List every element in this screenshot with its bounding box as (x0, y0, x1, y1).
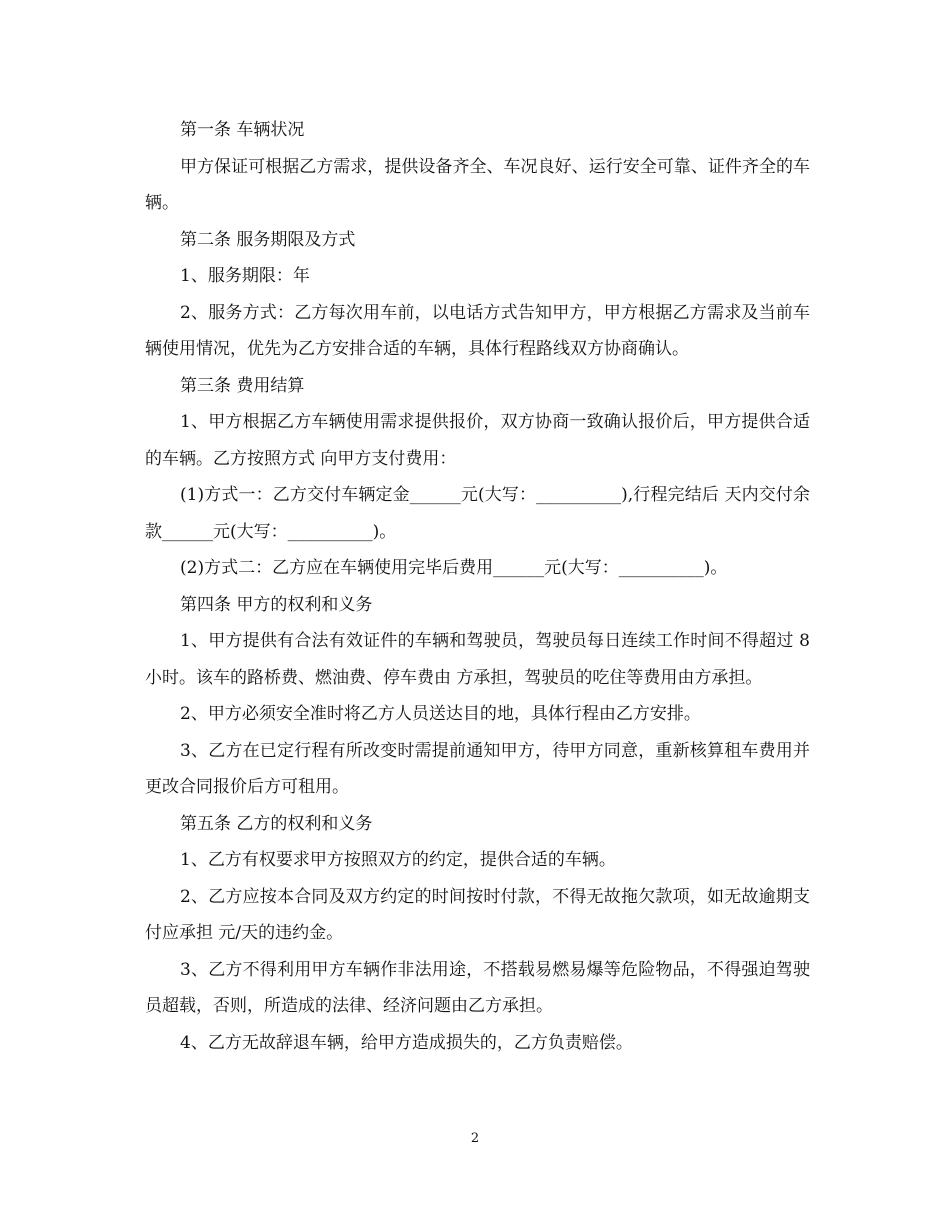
article-3-option-2: (2)方式二：乙方应在车辆使用完毕后费用______元(大写：__________)。 (180, 558, 728, 578)
article-2-item-2: 2、服务方式：乙方每次用车前，以电话方式告知甲方，甲方根据乙方需求及当前车辆使用情况，优先为乙方安排合适的车辆，具体行程路线双方协商确认。 (145, 302, 810, 359)
document-body (145, 112, 816, 1061)
article-3-item-1: 1、甲方根据乙方车辆使用需求提供报价，双方协商一致确认报价后，甲方提供合适的车辆。乙方按照方式 向甲方支付费用： (145, 412, 810, 469)
article-5-item-2: 2、乙方应按本合同及双方约定的时间按时付款，不得无故拖欠款项，如无故逾期支付应承担 元/天的违约金。 (145, 886, 810, 943)
article-2-item-1: 1、服务期限：年 (180, 266, 310, 286)
page-number: 2 (470, 1131, 480, 1146)
article-2-heading: 第二条 服务期限及方式 (180, 229, 356, 250)
article-5-item-4: 4、乙方无故辞退车辆，给甲方造成损失的，乙方负责赔偿。 (180, 1032, 633, 1053)
article-4-item-2: 2、甲方必须安全准时将乙方人员送达目的地，具体行程由乙方安排。 (180, 704, 701, 724)
article-4-item-1: 1、甲方提供有合法有效证件的车辆和驾驶员，驾驶员每日连续工作时间不得超过 8 小时。该车的路桥费、燃油费、停车费由 方承担，驾驶员的吃住等费用由方承担。 (145, 631, 816, 688)
article-5-item-3: 3、乙方不得利用甲方车辆作非法用途，不搭载易燃易爆等危险物品，不得强迫驾驶员超载，否则，所造成的法律、经济问题由乙方承担。 (145, 959, 810, 1016)
article-1-heading: 第一条 车辆状况 (180, 120, 305, 140)
article-5-heading: 第五条 乙方的权利和义务 (180, 813, 373, 834)
article-5-item-1: 1、乙方有权要求甲方按照双方的约定，提供合适的车辆。 (180, 850, 616, 870)
article-3-option-1: (1)方式一：乙方交付车辆定金______元(大写：__________),行程完结后 天内交付余款______元(大写：__________)。 (145, 485, 810, 542)
article-1-text: 甲方保证可根据乙方需求，提供设备齐全、车况良好、运行安全可靠、证件齐全的车辆。 (145, 156, 810, 213)
article-4-item-3: 3、乙方在已定行程有所改变时需提前通知甲方，待甲方同意，重新核算租车费用并更改合同报价后方可租用。 (145, 740, 810, 797)
article-4-heading: 第四条 甲方的权利和义务 (180, 594, 373, 615)
article-3-heading: 第三条 费用结算 (180, 375, 305, 396)
